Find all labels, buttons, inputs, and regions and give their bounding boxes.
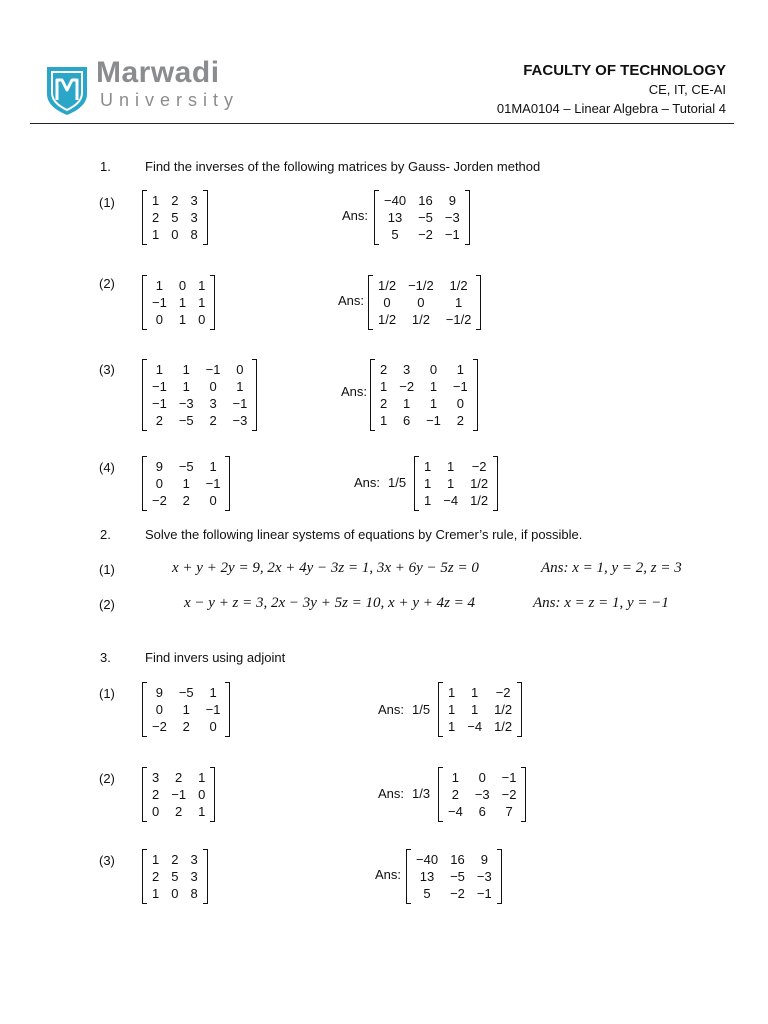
q3-item-1-label: (1) [99, 686, 115, 701]
matrix-cell: 2 [182, 719, 190, 734]
q3-item-1-ans-label: Ans: [378, 702, 405, 717]
q3-item-2-matrix [142, 767, 215, 822]
matrix-cell: 0 [478, 770, 486, 785]
matrix-row [372, 277, 477, 294]
matrix-row [410, 851, 498, 868]
matrix-cell: −2 [471, 459, 487, 474]
matrix-row [378, 192, 466, 209]
matrix-cell: 1 [456, 362, 464, 377]
matrix-cell: −1 [152, 379, 167, 394]
q3-item-3-matrix [142, 849, 208, 904]
matrix-row [442, 718, 518, 735]
matrix-cell: −5 [178, 459, 194, 474]
matrix-cell: 5 [171, 869, 179, 884]
matrix-cell: 2 [380, 362, 388, 377]
matrix-cell: 0 [456, 396, 464, 411]
q1-item-3-label: (3) [99, 362, 115, 377]
matrix-cell: 1/2 [378, 278, 397, 293]
q3-item-3-ans-label: Ans: [375, 867, 402, 882]
matrix-cell: 1/2 [494, 702, 513, 717]
q3-item-3-label: (3) [99, 853, 115, 868]
matrix-cell: 1 [448, 719, 456, 734]
course-line: 01MA0104 – Linear Algebra – Tutorial 4 [496, 101, 726, 116]
q1-item-1-ans-label: Ans: [342, 208, 369, 223]
matrix-cell: −1 [152, 295, 167, 310]
matrix-cell: 0 [178, 278, 187, 293]
matrix-cell: 2 [182, 493, 190, 508]
matrix-cell: 3 [190, 852, 198, 867]
brand-subtitle: University [100, 90, 240, 110]
matrix-cell: −40 [416, 852, 439, 867]
matrix-cell: 1 [424, 476, 432, 491]
question-3-text: Find invers using adjoint [145, 650, 286, 665]
matrix-cell: 6 [478, 804, 486, 819]
matrix-row [146, 701, 226, 718]
branches-line: CE, IT, CE-AI [648, 82, 726, 97]
matrix-cell: 1 [236, 379, 244, 394]
matrix-cell: 1 [448, 702, 456, 717]
matrix-cell: −2 [495, 685, 511, 700]
matrix-cell: 1 [152, 193, 160, 208]
matrix-cell: 1/2 [494, 719, 513, 734]
matrix-grid [418, 458, 494, 509]
matrix-cell: −1 [476, 886, 492, 901]
matrix-cell: −3 [476, 869, 492, 884]
matrix-grid [146, 684, 226, 735]
matrix-cell: 1 [380, 379, 388, 394]
matrix-cell: 1 [182, 476, 190, 491]
matrix-cell: 0 [236, 362, 244, 377]
matrix-grid [378, 192, 466, 243]
q1-item-1-answer-matrix [374, 190, 470, 245]
matrix-cell: 2 [175, 770, 183, 785]
matrix-cell: −1 [452, 379, 468, 394]
matrix-cell: 5 [391, 227, 399, 242]
matrix-cell: 1/2 [378, 312, 397, 327]
matrix-row [372, 294, 477, 311]
matrix-cell: 0 [171, 227, 179, 242]
university-logo [44, 56, 264, 118]
matrix-row [374, 361, 474, 378]
matrix-grid [146, 851, 204, 902]
matrix-cell: 3 [190, 193, 198, 208]
matrix-cell: 2 [380, 396, 388, 411]
matrix-cell: 5 [171, 210, 179, 225]
matrix-cell: 9 [155, 459, 164, 474]
matrix-cell: 1 [209, 685, 217, 700]
matrix-cell: −2 [152, 719, 167, 734]
question-2-number: 2. [100, 527, 111, 542]
matrix-cell: 0 [429, 362, 438, 377]
matrix-row [146, 718, 226, 735]
matrix-row [372, 311, 477, 328]
matrix-cell: 1 [451, 770, 460, 785]
matrix-row [374, 395, 474, 412]
header-divider [30, 123, 734, 124]
q2-item-1-label: (1) [99, 562, 115, 577]
matrix-cell: 1 [182, 362, 190, 377]
q1-item-4-matrix [142, 456, 230, 511]
matrix-row [146, 851, 204, 868]
matrix-cell: −1 [232, 396, 248, 411]
matrix-cell: 0 [155, 702, 164, 717]
matrix-cell: 1 [198, 278, 206, 293]
matrix-grid [146, 769, 211, 820]
matrix-cell: −5 [450, 869, 465, 884]
matrix-cell: 9 [448, 193, 456, 208]
matrix-row [146, 192, 204, 209]
q1-item-1-matrix [142, 190, 208, 245]
question-1-text: Find the inverses of the following matrices by Gauss- Jorden method [145, 159, 541, 174]
matrix-row [146, 277, 211, 294]
matrix-cell: 3 [190, 210, 198, 225]
matrix-row [442, 684, 518, 701]
matrix-cell: 0 [171, 886, 179, 901]
matrix-cell: −2 [418, 227, 433, 242]
matrix-cell: 2 [155, 413, 164, 428]
matrix-cell: 1 [152, 852, 160, 867]
matrix-cell: 0 [209, 379, 217, 394]
matrix-cell: −2 [152, 493, 167, 508]
matrix-row [418, 475, 494, 492]
matrix-cell: 3 [209, 396, 217, 411]
matrix-cell: −1 [171, 787, 187, 802]
matrix-cell: 1 [424, 459, 432, 474]
matrix-cell: 1/2 [470, 493, 489, 508]
matrix-cell: 16 [418, 193, 433, 208]
matrix-cell: 13 [419, 869, 435, 884]
matrix-cell: −3 [178, 396, 194, 411]
matrix-cell: −3 [474, 787, 490, 802]
matrix-cell: 1 [447, 459, 455, 474]
q1-item-4-ans-label: Ans: [354, 475, 381, 490]
q1-item-4-answer-matrix [414, 456, 498, 511]
q3-item-3-answer-matrix [406, 849, 502, 904]
matrix-cell: 13 [387, 210, 403, 225]
matrix-cell: 9 [480, 852, 488, 867]
matrix-cell: 9 [155, 685, 164, 700]
matrix-cell: 3 [190, 869, 198, 884]
matrix-grid [146, 192, 204, 243]
matrix-cell: 1 [380, 413, 388, 428]
matrix-row [146, 786, 211, 803]
matrix-grid [372, 277, 477, 328]
matrix-cell: 2 [171, 852, 179, 867]
matrix-row [146, 769, 211, 786]
matrix-cell: −2 [399, 379, 415, 394]
matrix-grid [374, 361, 474, 429]
matrix-cell: 1 [155, 278, 164, 293]
matrix-cell: −5 [418, 210, 433, 225]
matrix-row [146, 311, 211, 328]
matrix-cell: 0 [209, 493, 217, 508]
matrix-cell: −1 [426, 413, 441, 428]
matrix-cell: −2 [501, 787, 517, 802]
matrix-cell: 2 [152, 869, 160, 884]
matrix-row [146, 868, 204, 885]
matrix-cell: 0 [198, 787, 206, 802]
matrix-cell: −1/2 [445, 312, 472, 327]
matrix-cell: 0 [155, 312, 164, 327]
matrix-cell: 1 [198, 770, 206, 785]
q1-item-3-answer-matrix [370, 359, 478, 431]
matrix-cell: 2 [451, 787, 460, 802]
matrix-grid [442, 684, 518, 735]
matrix-row [442, 803, 522, 820]
brand-name: Marwadi [96, 56, 220, 89]
q3-item-1-scalar: 1/5 [412, 702, 431, 717]
matrix-grid [442, 769, 522, 820]
matrix-cell: −3 [232, 413, 248, 428]
matrix-row [146, 226, 204, 243]
matrix-row [146, 412, 253, 429]
matrix-row [146, 361, 253, 378]
question-2-text: Solve the following linear systems of equations by Cremer’s rule, if possible. [145, 527, 583, 542]
matrix-grid [410, 851, 498, 902]
matrix-cell: 7 [505, 804, 513, 819]
matrix-cell: 1 [448, 685, 456, 700]
q3-item-2-ans-label: Ans: [378, 786, 405, 801]
q1-item-2-answer-matrix [368, 275, 481, 330]
matrix-row [146, 492, 226, 509]
matrix-row [378, 209, 466, 226]
matrix-row [146, 395, 253, 412]
q3-item-1-matrix [142, 682, 230, 737]
q3-item-1-answer-matrix [438, 682, 522, 737]
matrix-row [378, 226, 466, 243]
matrix-grid [146, 277, 211, 328]
matrix-row [146, 885, 204, 902]
matrix-cell: −1 [152, 396, 167, 411]
matrix-row [374, 412, 474, 429]
matrix-cell: 1/2 [470, 476, 489, 491]
matrix-cell: 0 [155, 476, 164, 491]
matrix-row [146, 803, 211, 820]
matrix-cell: −1 [205, 702, 221, 717]
q3-item-2-label: (2) [99, 771, 115, 786]
q1-item-3-ans-label: Ans: [341, 384, 368, 399]
matrix-cell: −3 [444, 210, 460, 225]
matrix-row [442, 769, 522, 786]
question-1-number: 1. [100, 159, 111, 174]
matrix-cell: 2 [456, 413, 464, 428]
matrix-cell: 2 [152, 210, 160, 225]
matrix-cell: 8 [190, 886, 198, 901]
matrix-grid [146, 361, 253, 429]
matrix-row [418, 492, 494, 509]
q1-item-2-ans-label: Ans: [338, 293, 365, 308]
question-3-number: 3. [100, 650, 111, 665]
matrix-cell: 6 [403, 413, 411, 428]
matrix-cell: 1 [198, 804, 206, 819]
matrix-cell: 1 [424, 493, 432, 508]
matrix-row [374, 378, 474, 395]
matrix-cell: 2 [171, 193, 179, 208]
matrix-cell: −5 [178, 413, 194, 428]
matrix-cell: 0 [152, 804, 160, 819]
matrix-cell: 1 [152, 886, 160, 901]
matrix-cell: 2 [209, 413, 217, 428]
matrix-cell: 16 [450, 852, 465, 867]
matrix-row [410, 868, 498, 885]
matrix-cell: 0 [209, 719, 217, 734]
matrix-cell: −1/2 [408, 278, 434, 293]
q2-item-1-answer: Ans: x = 1, y = 2, z = 3 [541, 560, 682, 576]
matrix-cell: 1 [429, 396, 438, 411]
q1-item-2-label: (2) [99, 276, 115, 291]
matrix-cell: 1/2 [411, 312, 430, 327]
matrix-row [146, 684, 226, 701]
matrix-cell: −1 [205, 362, 221, 377]
shield-logo-icon [44, 64, 90, 116]
matrix-cell: 1 [182, 702, 190, 717]
matrix-row [146, 475, 226, 492]
matrix-cell: −40 [384, 193, 407, 208]
matrix-row [418, 458, 494, 475]
matrix-cell: 1 [182, 379, 190, 394]
matrix-row [442, 786, 522, 803]
matrix-cell: 1 [447, 476, 455, 491]
q2-item-1-equation: x + y + 2y = 9, 2x + 4y − 3z = 1, 3x + 6y − 5z = 0 [172, 560, 479, 576]
matrix-cell: 3 [152, 770, 160, 785]
matrix-cell: −4 [448, 804, 463, 819]
faculty-title: FACULTY OF TECHNOLOGY [523, 62, 726, 79]
matrix-cell: −1 [501, 770, 517, 785]
matrix-row [410, 885, 498, 902]
matrix-cell: 1 [454, 295, 463, 310]
matrix-cell: −1 [444, 227, 460, 242]
q2-item-2-label: (2) [99, 597, 115, 612]
matrix-cell: 1/2 [449, 278, 468, 293]
q2-item-2-equation: x − y + z = 3, 2x − 3y + 5z = 10, x + y + 4z = 4 [184, 595, 476, 611]
q2-item-2-answer: Ans: x = z = 1, y = −1 [533, 595, 669, 611]
matrix-grid [146, 458, 226, 509]
matrix-row [146, 378, 253, 395]
matrix-row [442, 701, 518, 718]
matrix-cell: 3 [403, 362, 411, 377]
q1-item-3-matrix [142, 359, 257, 431]
matrix-cell: 1 [209, 459, 217, 474]
matrix-row [146, 294, 211, 311]
q1-item-1-label: (1) [99, 195, 115, 210]
q1-item-4-label: (4) [99, 460, 115, 475]
matrix-cell: 0 [198, 312, 206, 327]
matrix-row [146, 458, 226, 475]
matrix-cell: −4 [467, 719, 483, 734]
matrix-cell: 2 [152, 787, 160, 802]
q3-item-2-scalar: 1/3 [412, 786, 431, 801]
matrix-cell: 1 [178, 312, 187, 327]
matrix-cell: 1 [429, 379, 438, 394]
matrix-cell: 0 [383, 295, 391, 310]
q1-item-4-scalar: 1/5 [388, 475, 407, 490]
matrix-cell: 2 [175, 804, 183, 819]
matrix-cell: −4 [443, 493, 459, 508]
matrix-cell: 1 [178, 295, 187, 310]
matrix-cell: 1 [198, 295, 206, 310]
q3-item-2-answer-matrix [438, 767, 526, 822]
matrix-cell: −2 [450, 886, 465, 901]
matrix-cell: 1 [155, 362, 164, 377]
matrix-cell: 0 [417, 295, 425, 310]
matrix-cell: 1 [403, 396, 411, 411]
matrix-cell: 5 [423, 886, 431, 901]
matrix-cell: −5 [178, 685, 194, 700]
matrix-cell: 8 [190, 227, 198, 242]
matrix-cell: 1 [471, 685, 479, 700]
q1-item-2-matrix [142, 275, 215, 330]
matrix-cell: −1 [205, 476, 221, 491]
matrix-cell: 1 [471, 702, 479, 717]
matrix-cell: 1 [152, 227, 160, 242]
matrix-row [146, 209, 204, 226]
